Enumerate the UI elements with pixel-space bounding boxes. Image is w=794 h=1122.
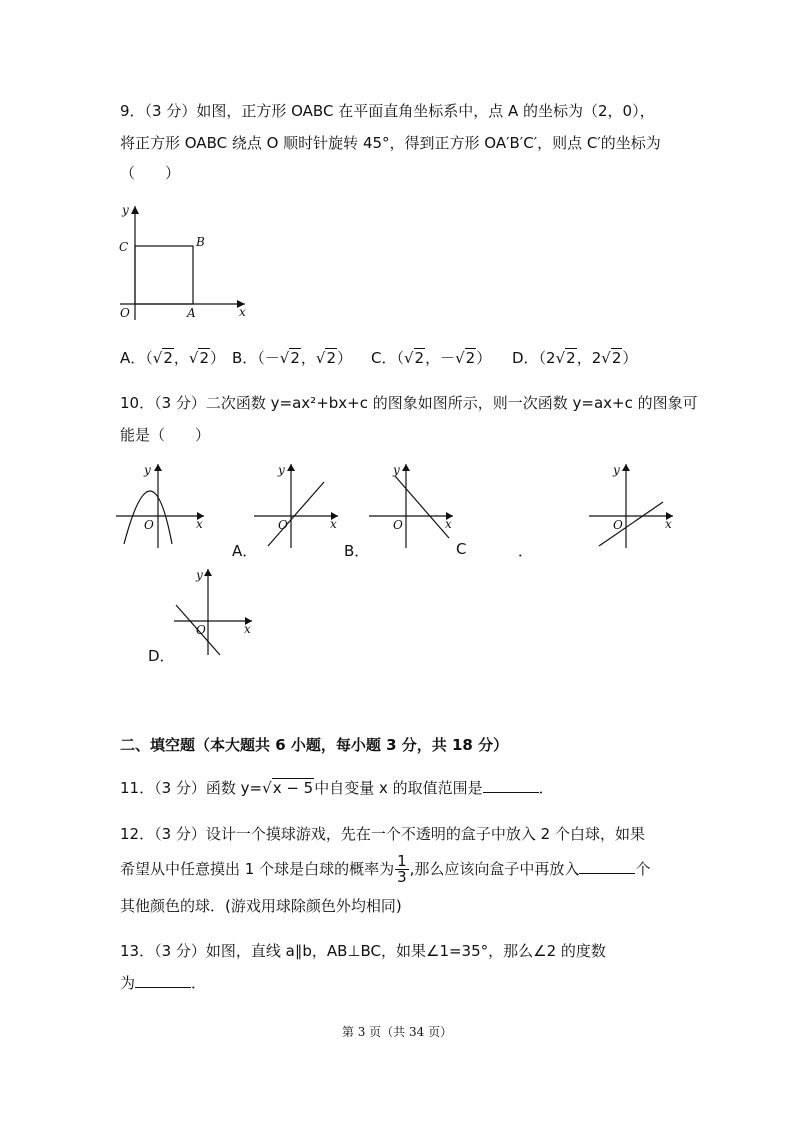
svg-text:x: x xyxy=(330,517,337,531)
q10-label-b: B． xyxy=(344,542,370,560)
q11-answer-blank[interactable] xyxy=(483,778,539,793)
q10-label-dot: ． xyxy=(518,542,534,560)
q9-line-3: （ ） xyxy=(120,164,181,182)
q10-option-d-graph xyxy=(170,565,260,657)
svg-text:y: y xyxy=(278,463,285,477)
q9-label-y: y xyxy=(122,203,129,217)
q12-line-2: 希望从中任意摸出 1 个球是白球的概率为 $\frac{1}{3}$ ,那么应该向盒子中再放入 个 xyxy=(120,852,651,886)
q10-option-a-graph xyxy=(250,460,345,552)
q10-label-a: A． xyxy=(232,542,258,560)
q12-line-3: 其他颜色的球．(游戏用球除颜色外均相同) xyxy=(120,897,402,915)
q10-line-2: 能是（ ） xyxy=(120,426,211,444)
svg-text:y: y xyxy=(393,463,400,477)
page-footer: 第 3 页（共 34 页） xyxy=(341,1025,453,1039)
q13-answer-blank[interactable] xyxy=(135,973,191,988)
q9-label-O: O xyxy=(120,306,130,320)
q10-label-d: D． xyxy=(148,647,175,665)
q9-option-d: D．（2√2，2√2） xyxy=(512,349,638,367)
svg-text:O: O xyxy=(393,518,403,532)
svg-text:y: y xyxy=(196,568,203,582)
q9-label-C: C xyxy=(119,240,129,254)
q9-line-1: 9．（3 分）如图，正方形 OABC 在平面直角坐标系中，点 A 的坐标为（2，0）， xyxy=(120,102,655,120)
q13-line-1: 13．（3 分）如图，直线 a∥b，AB⊥BC，如果∠1=35°，那么∠2 的度数 xyxy=(120,942,606,960)
q10-option-c-graph xyxy=(585,460,680,552)
svg-text:O: O xyxy=(278,518,288,532)
q9-option-b: B．（－√2，√2） xyxy=(232,349,353,367)
q10-parabola-graph xyxy=(112,460,212,552)
svg-text:y: y xyxy=(144,463,151,477)
q9-y-arrow xyxy=(131,206,139,214)
svg-text:y: y xyxy=(613,463,620,477)
q9-label-A: A xyxy=(187,306,196,320)
q10-option-b-line xyxy=(395,476,449,538)
q9-square-figure xyxy=(115,198,255,323)
q9-option-c: C．（√2，－√2） xyxy=(371,349,492,367)
q11-line: 11．（3 分）函数 y=√x − 5中自变量 x 的取值范围是 ． xyxy=(120,779,554,797)
q10-label-c: C xyxy=(456,540,467,558)
q12-line-1: 12．（3 分）设计一个摸球游戏，先在一个不透明的盒子中放入 2 个白球，如果 xyxy=(120,825,645,843)
svg-text:x: x xyxy=(445,517,452,531)
q10-option-b-graph xyxy=(365,460,460,552)
q9-line-2: 将正方形 OABC 绕点 O 顺时针旋转 45°，得到正方形 OA′B′C′，则点 C′的坐标为 xyxy=(120,134,661,152)
svg-text:x: x xyxy=(665,517,672,531)
svg-text:O: O xyxy=(144,518,154,532)
svg-text:O: O xyxy=(613,518,623,532)
svg-text:O: O xyxy=(196,623,206,637)
section-2-title: 二、填空题（本大题共 6 小题，每小题 3 分，共 18 分） xyxy=(120,736,509,754)
q10-option-c-line xyxy=(599,502,663,546)
q10-line-1: 10．（3 分）二次函数 y=ax²+bx+c 的图象如图所示，则一次函数 y=ax+c 的图象可 xyxy=(120,394,698,412)
q9-square-OABC xyxy=(135,246,193,304)
q9-option-a: A．（√2，√2） xyxy=(120,349,226,367)
q9-label-x: x xyxy=(239,305,246,319)
svg-text:x: x xyxy=(196,517,203,531)
q12-answer-blank[interactable] xyxy=(579,859,635,874)
q13-line-2: 为 ． xyxy=(120,974,207,992)
svg-text:x: x xyxy=(244,622,251,636)
q9-label-B: B xyxy=(196,235,205,249)
q10-option-a-line xyxy=(268,482,324,546)
q12-fraction: $\frac{1}{3}$ xyxy=(397,852,407,886)
